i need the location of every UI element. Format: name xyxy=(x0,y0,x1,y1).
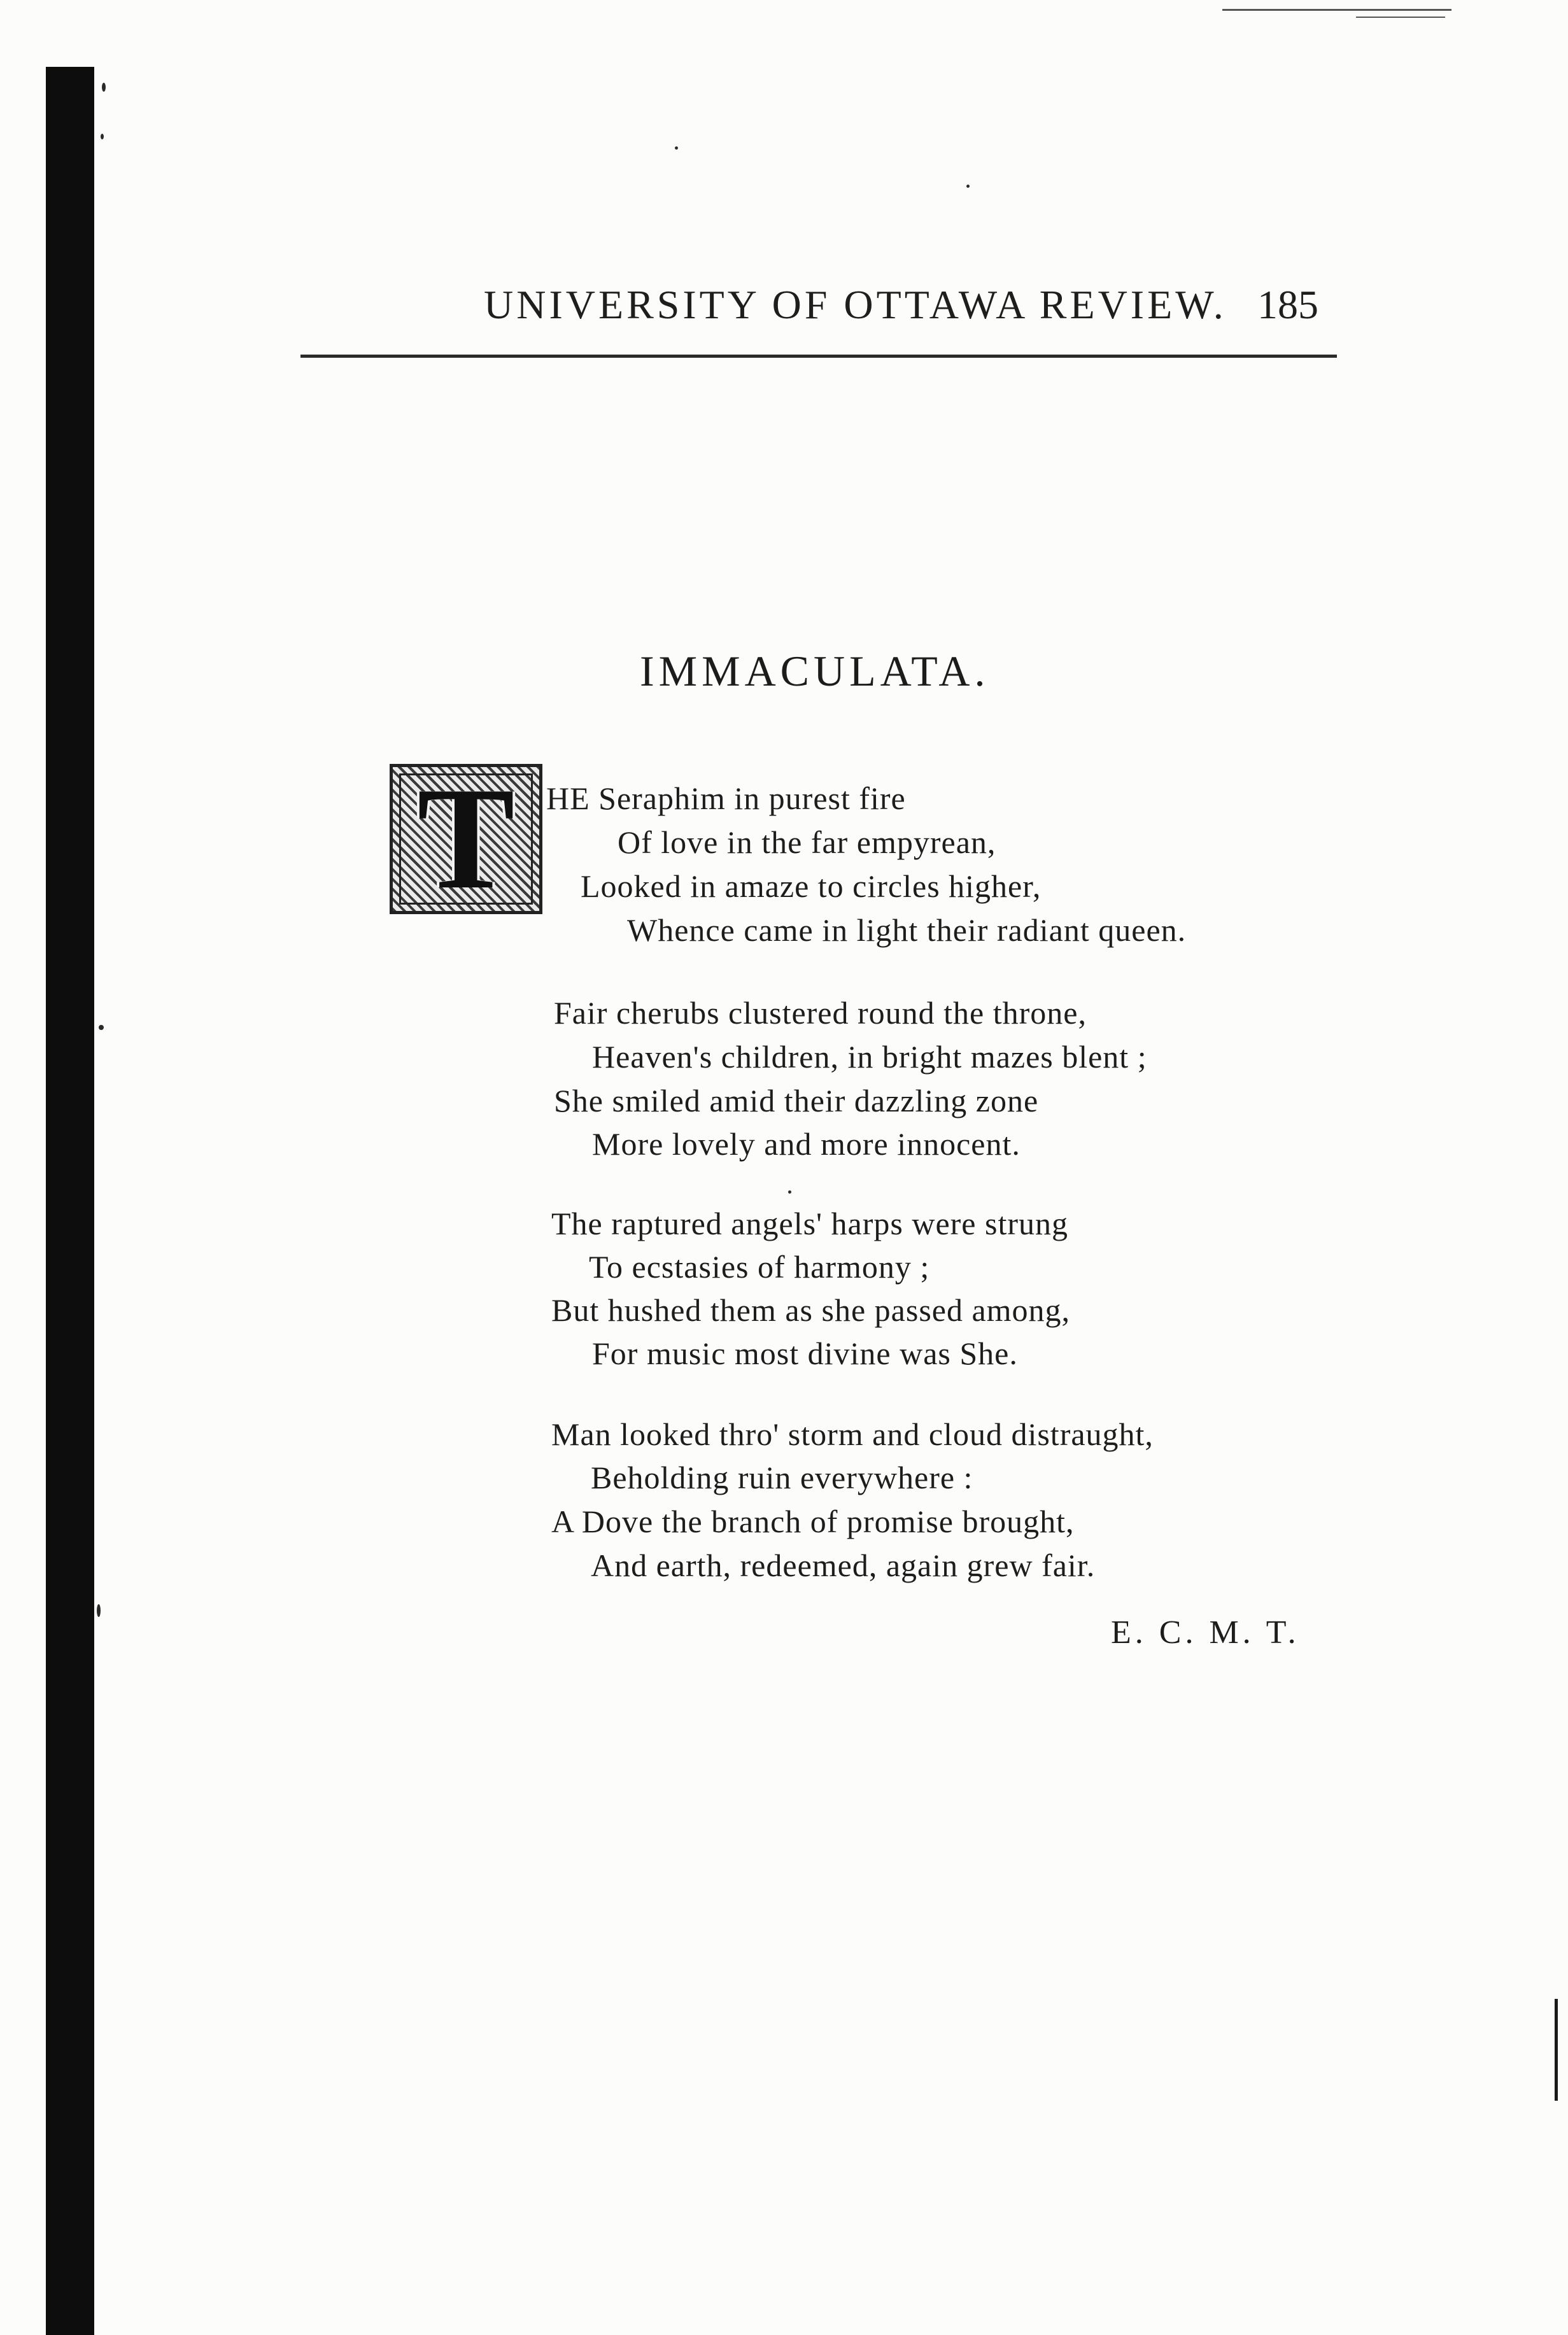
verse-line: Heaven's children, in bright mazes blent ; xyxy=(592,1039,1147,1075)
verse-line: And earth, redeemed, again grew fair. xyxy=(591,1548,1096,1583)
verse-line: The raptured angels' harps were strung xyxy=(551,1206,1068,1241)
verse-line: Man looked thro' storm and cloud distraught, xyxy=(551,1416,1154,1452)
scan-speck xyxy=(97,1604,101,1617)
verse-line: To ecstasies of harmony ; xyxy=(589,1249,930,1285)
drop-cap-letter: T xyxy=(417,764,515,914)
binding-edge xyxy=(46,67,94,2335)
verse-line: Beholding ruin everywhere : xyxy=(591,1460,973,1495)
scan-speck xyxy=(101,134,104,139)
scan-scratch xyxy=(1356,17,1445,18)
scan-speck xyxy=(102,83,106,92)
scan-scratch xyxy=(1222,9,1451,11)
header-rule xyxy=(300,355,1337,358)
verse-line: HE Seraphim in purest fire xyxy=(546,780,906,816)
verse-line: But hushed them as she passed among, xyxy=(551,1292,1071,1328)
drop-cap-ornament xyxy=(390,764,542,914)
verse-line: Fair cherubs clustered round the throne, xyxy=(554,995,1087,1031)
running-head: UNIVERSITY OF OTTAWA REVIEW. xyxy=(484,282,1227,327)
author-initials: E. C. M. T. xyxy=(1111,1614,1300,1651)
page-number: 185 xyxy=(1257,282,1318,327)
scan-speck xyxy=(966,185,970,188)
verse-line: For music most divine was She. xyxy=(592,1336,1018,1371)
poem-title: IMMACULATA. xyxy=(640,647,990,695)
scan-edge-mark xyxy=(1555,1999,1558,2101)
scan-speck xyxy=(788,1190,791,1194)
verse-line: Looked in amaze to circles higher, xyxy=(581,868,1042,904)
verse-line: Of love in the far empyrean, xyxy=(618,824,996,860)
verse-line: A Dove the branch of promise brought, xyxy=(551,1504,1075,1539)
scan-speck xyxy=(675,146,678,150)
scan-speck xyxy=(99,1025,104,1030)
verse-line: Whence came in light their radiant queen. xyxy=(627,912,1187,948)
verse-line: More lovely and more innocent. xyxy=(592,1126,1021,1162)
verse-line: She smiled amid their dazzling zone xyxy=(554,1083,1039,1118)
